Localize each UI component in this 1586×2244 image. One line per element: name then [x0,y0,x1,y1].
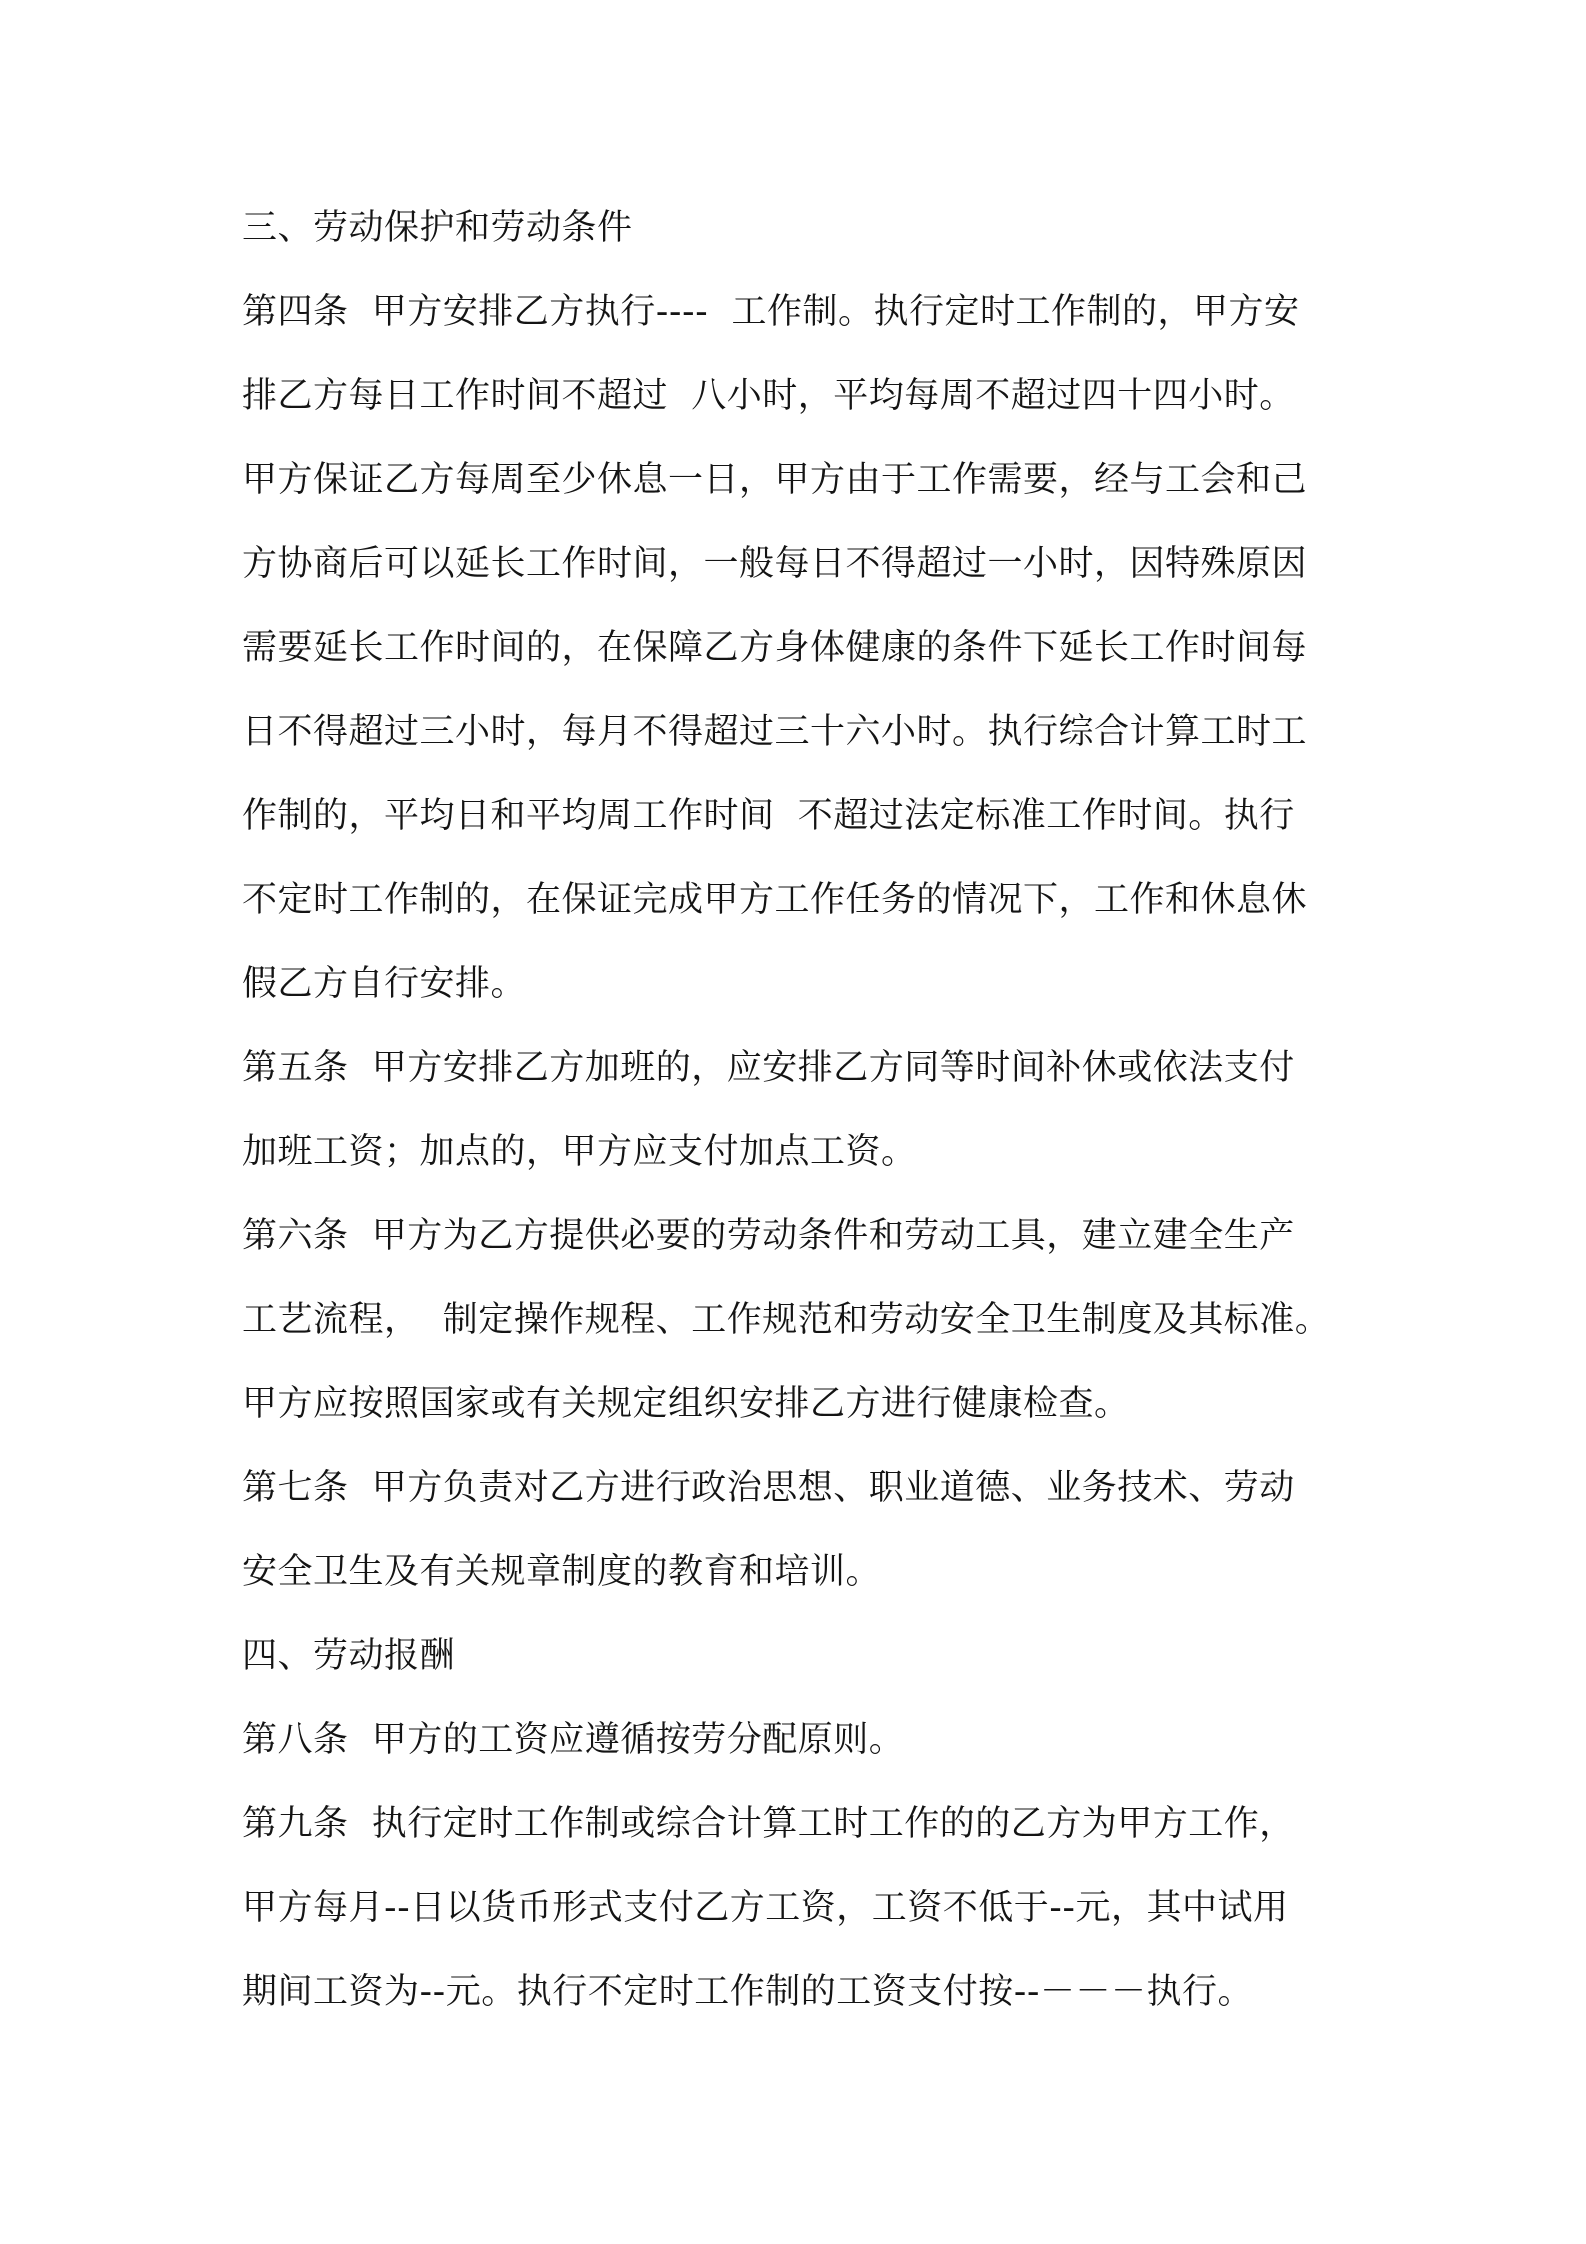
text-line: 甲方保证乙方每周至少休息一日，甲方由于工作需要，经与工会和己 [242,460,1308,500]
text-line: 期间工资为--元。执行不定时工作制的工资支付按--－－－执行。 [242,1972,1254,2012]
text-line: 需要延长工作时间的，在保障乙方身体健康的条件下延长工作时间每 [242,628,1308,668]
text-line: 工艺流程， 制定操作规程、工作规范和劳动安全卫生制度及其标准。 [242,1300,1331,1340]
text-line: 安全卫生及有关规章制度的教育和培训。 [242,1552,882,1592]
text-line: 第八条 甲方的工资应遵循按劳分配原则。 [242,1720,905,1760]
text-line: 排乙方每日工作时间不超过 八小时，平均每周不超过四十四小时。 [242,376,1295,416]
text-line: 甲方每月--日以货币形式支付乙方工资，工资不低于--元，其中试用 [242,1888,1289,1928]
text-line: 甲方应按照国家或有关规定组织安排乙方进行健康检查。 [242,1384,1130,1424]
text-line: 加班工资；加点的，甲方应支付加点工资。 [242,1132,917,1172]
text-line: 日不得超过三小时，每月不得超过三十六小时。执行综合计算工时工 [242,712,1308,752]
text-line: 第五条 甲方安排乙方加班的，应安排乙方同等时间补休或依法支付 [242,1048,1295,1088]
text-line: 第四条 甲方安排乙方执行---- 工作制。执行定时工作制的，甲方安 [242,292,1300,332]
text-line: 第九条 执行定时工作制或综合计算工时工作的的乙方为甲方工作， [242,1804,1295,1844]
section-heading-labor-remuneration: 四、劳动报酬 [242,1636,456,1676]
text-line: 第六条 甲方为乙方提供必要的劳动条件和劳动工具，建立建全生产 [242,1216,1295,1256]
text-line: 方协商后可以延长工作时间，一般每日不得超过一小时，因特殊原因 [242,544,1308,584]
text-line: 假乙方自行安排。 [242,964,527,1004]
text-line: 作制的，平均日和平均周工作时间 不超过法定标准工作时间。执行 [242,796,1295,836]
section-heading-labor-protection: 三、劳动保护和劳动条件 [242,208,633,248]
text-line: 第七条 甲方负责对乙方进行政治思想、职业道德、业务技术、劳动 [242,1468,1295,1508]
text-line: 不定时工作制的，在保证完成甲方工作任务的情况下，工作和休息休 [242,880,1308,920]
